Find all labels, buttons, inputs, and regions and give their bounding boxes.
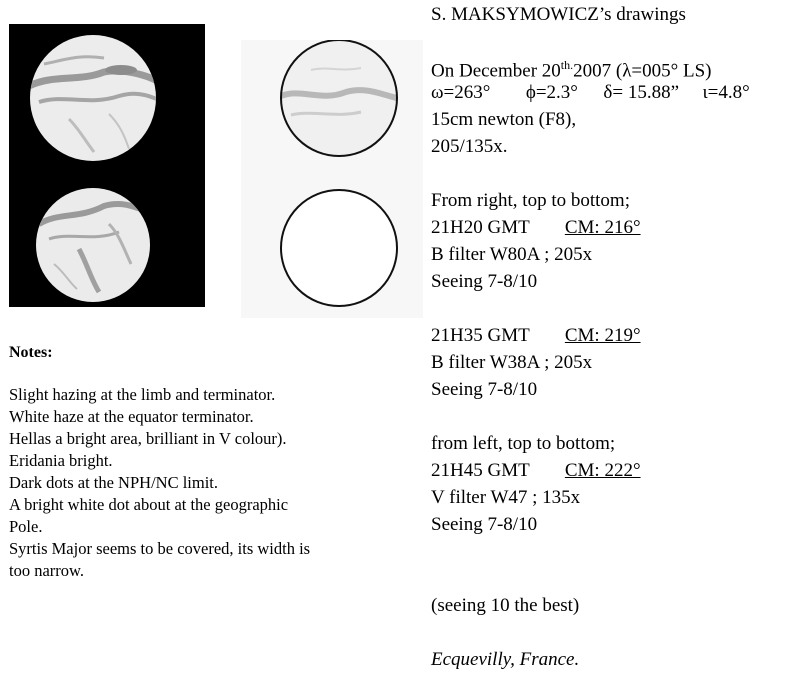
session-3-heading: from left, top to bottom; (431, 433, 616, 454)
session-1-seeing: Seeing 7-8/10 (431, 271, 538, 292)
note-line: too narrow. (9, 561, 84, 580)
magnification-line: 205/135x. (431, 136, 508, 157)
right-drawings-panel (241, 40, 423, 318)
notes-heading (9, 344, 310, 362)
mars-drawing-top-left (29, 35, 159, 161)
location: Ecquevilly, France. (431, 649, 580, 670)
session-1-time-line (431, 214, 641, 241)
notes-section (9, 344, 310, 582)
session-1-cm: CM: 216° (564, 217, 641, 238)
session-1-heading: From right, top to bottom; (431, 190, 630, 211)
note-line: Pole. (9, 517, 43, 536)
left-drawings-svg (9, 24, 205, 307)
session-3-seeing: Seeing 7-8/10 (431, 514, 538, 535)
date-suffix: 2007 (λ=005° LS) (573, 60, 712, 82)
session-3-cm: CM: 222° (564, 460, 641, 481)
phi-value: ϕ=2.3° (525, 82, 578, 103)
note-line: White haze at the equator terminator. (9, 407, 254, 426)
omega-value: ω=263° (431, 82, 491, 103)
right-drawings-svg (241, 40, 423, 318)
iota-value: ι=4.8° (702, 82, 750, 103)
seeing-scale-note: (seeing 10 the best) (431, 595, 580, 616)
session-3-time-line (431, 457, 641, 484)
note-line: A bright white dot about at the geographic (9, 495, 289, 514)
session-2-time: 21H35 GMT (431, 325, 530, 346)
mars-drawing-top-right (281, 40, 397, 156)
session-3-filter: V filter W47 ; 135x (431, 487, 581, 508)
session-2-filter: B filter W38A ; 205x (431, 352, 593, 373)
note-line: Syrtis Major seems to be covered, its width is (9, 539, 311, 558)
date-prefix: On December 20 (431, 60, 561, 82)
note-line: Eridania bright. (9, 451, 113, 470)
mars-drawing-bottom-left (36, 188, 150, 302)
ephemeris-line (431, 79, 750, 106)
session-3-time: 21H45 GMT (431, 460, 530, 481)
session-1-filter: B filter W80A ; 205x (431, 244, 593, 265)
session-2-cm: CM: 219° (564, 325, 641, 346)
notes-colon: : (47, 344, 53, 361)
note-line: Slight hazing at the limb and terminator. (9, 385, 276, 404)
date-superscript: th. (560, 58, 574, 72)
mars-drawing-bottom-right (281, 190, 397, 306)
telescope-line: 15cm newton (F8), (431, 109, 577, 130)
page-title: S. MAKSYMOWICZ’s drawings (431, 4, 686, 25)
session-2-seeing: Seeing 7-8/10 (431, 379, 538, 400)
left-drawings-panel (9, 24, 205, 307)
delta-value: δ= 15.88” (603, 82, 680, 103)
session-2-time-line (431, 322, 641, 349)
note-line: Hellas a bright area, brilliant in V colour). (9, 429, 287, 448)
note-line: Dark dots at the NPH/NC limit. (9, 473, 218, 492)
notes-title: Notes (9, 344, 48, 361)
session-1-time: 21H20 GMT (431, 217, 530, 238)
